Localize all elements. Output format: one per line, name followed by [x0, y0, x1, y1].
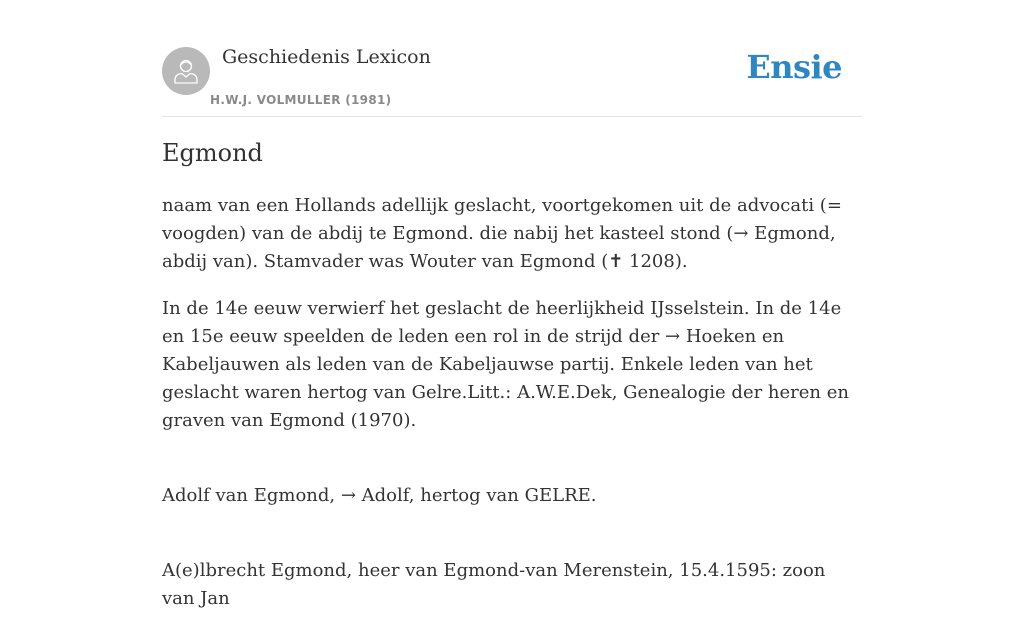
book-author[interactable]: H.W.J. VOLMULLER (1981) [210, 93, 392, 107]
header [162, 0, 862, 117]
paragraph-spacer [162, 529, 862, 557]
ensie-logo[interactable]: Ensie [746, 48, 842, 86]
user-icon [171, 56, 201, 86]
entry-paragraph-3: Adolf van Egmond, → Adolf, hertog van GELRE. [162, 485, 597, 506]
entry-paragraph-4: A(e)lbrecht Egmond, heer van Egmond-van Merenstein, 15.4.1595: zoon van Jan [162, 560, 826, 609]
entry-title: Egmond [162, 139, 263, 167]
entry-paragraph-1: naam van een Hollands adellijk geslacht, voortgekomen uit de advocati (= voogden) van de abdij te Egmond. die nabij het kasteel stond (→ Egmond, abdij van). Stamvader was Wouter van Egmond (✝ 1208). [162, 195, 842, 272]
entry-body [162, 192, 862, 632]
paragraph-spacer [162, 454, 862, 482]
page-container [162, 0, 862, 609]
entry-paragraph-2: In de 14e eeuw verwierf het geslacht de heerlijkheid IJsselstein. In de 14e en 15e eeuw speelden de leden een rol in de strijd der → Hoeken en Kabeljauwen als leden van de Kabeljauwse partij. Enkele leden van het geslacht waren hertog van Gelre.Litt.: A.W.E.Dek, Genealogie der heren en graven van Egmond (1970). [162, 298, 849, 431]
book-title[interactable]: Geschiedenis Lexicon [222, 46, 431, 68]
author-avatar[interactable] [162, 47, 210, 95]
